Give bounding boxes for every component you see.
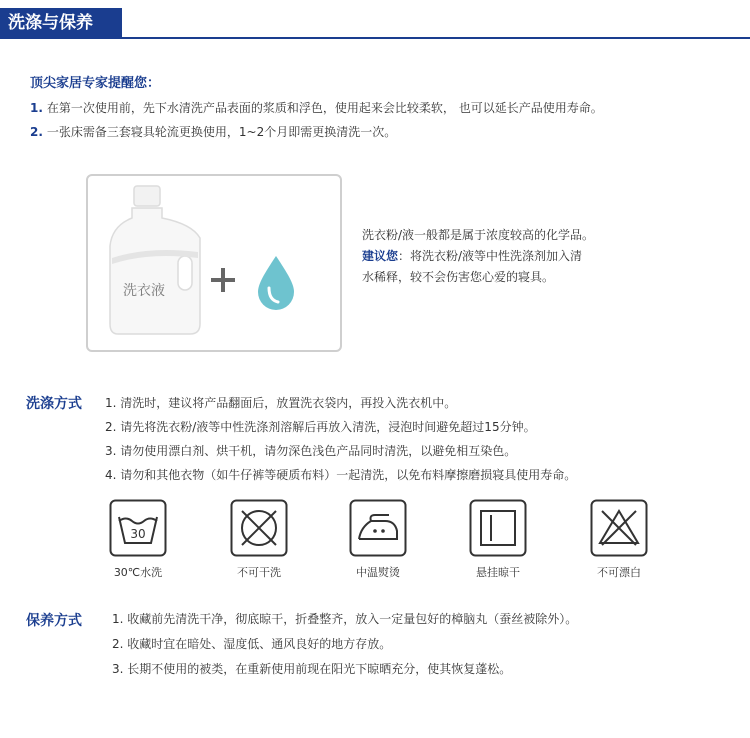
- detergent-bottle-icon: [88, 176, 340, 350]
- washing-title: 洗涤方式: [26, 396, 82, 412]
- maintenance-step: 2. 收藏时宜在暗处、湿度低、通风良好的地方存放。: [112, 637, 392, 651]
- washing-step: 4. 请勿和其他衣物（如牛仔裤等硬质布料）一起清洗，以免布料摩擦磨损寝具使用寿命。: [105, 468, 577, 482]
- header-divider: [0, 37, 750, 39]
- care-label: 不可干洗: [237, 566, 281, 579]
- tip-item: 1. 在第一次使用前，先下水清洗产品表面的浆质和浮色，使用起来会比较柔软， 也可以延长产品使用寿命。: [30, 101, 603, 115]
- suggest-label: 建议您: [362, 249, 399, 263]
- wash-temperature: 30: [130, 527, 146, 541]
- care-label: 中温熨烫: [356, 566, 400, 579]
- detergent-illustration: [86, 174, 342, 352]
- care-label: 不可漂白: [597, 566, 641, 579]
- care-label: 悬挂晾干: [476, 566, 520, 579]
- info-line: 洗衣粉/液一般都是属于浓度较高的化学品。: [362, 228, 595, 242]
- tip-item: 2. 一张床需备三套寝具轮流更换使用，1~2个月即需更换清洗一次。: [30, 125, 397, 139]
- no-tumble-dry-icon: [230, 499, 288, 557]
- hang-dry-icon: [469, 499, 527, 557]
- tips-title: 顶尖家居专家提醒您：: [30, 76, 161, 91]
- maintenance-step: 1. 收藏前先清洗干净，彻底晾干，折叠整齐，放入一定量包好的樟脑丸（蚕丝被除外）。: [112, 612, 578, 626]
- washing-step: 1. 清洗时，建议将产品翻面后，放置洗衣袋内，再投入洗衣机中。: [105, 396, 457, 410]
- washing-step: 2. 请先将洗衣粉/液等中性洗涤剂溶解后再放入清洗，浸泡时间避免超过15分钟。: [105, 420, 536, 434]
- maintenance-title: 保养方式: [26, 613, 82, 629]
- maintenance-step: 3. 长期不使用的被类，在重新使用前现在阳光下晾晒充分，使其恢复蓬松。: [112, 662, 512, 676]
- no-bleach-icon: [590, 499, 648, 557]
- section-header-tab: [0, 8, 122, 38]
- info-line: 水稀释，较不会伤害您心爱的寝具。: [362, 270, 555, 284]
- info-line: 建议您：将洗衣粉/液等中性洗涤剂加入清: [362, 249, 583, 263]
- washing-step: 3. 请勿使用漂白剂、烘干机，请勿深色浅色产品同时清洗，以避免相互染色。: [105, 444, 517, 458]
- care-label: 30℃水洗: [113, 566, 163, 579]
- medium-iron-icon: [349, 499, 407, 557]
- section-header-title: 洗涤与保养: [8, 13, 93, 33]
- bottle-label: 洗衣液: [123, 283, 165, 299]
- wash-30-icon: [109, 499, 167, 557]
